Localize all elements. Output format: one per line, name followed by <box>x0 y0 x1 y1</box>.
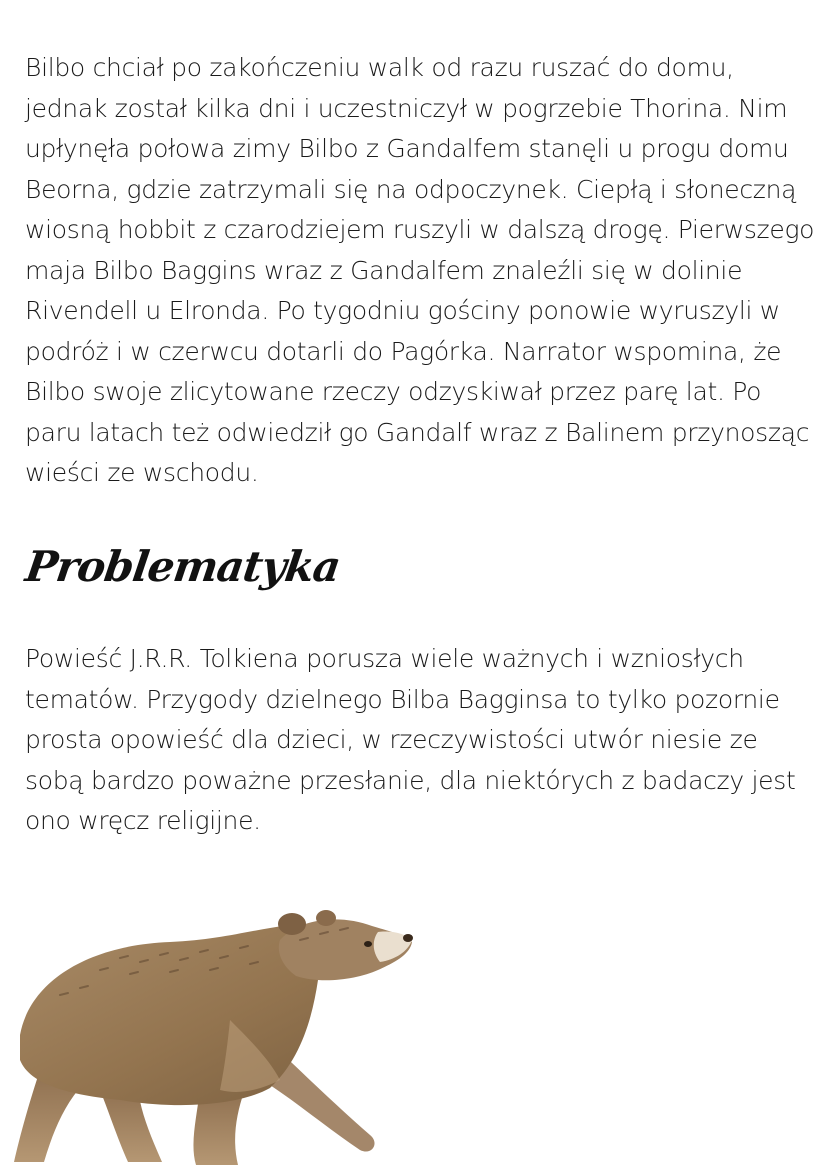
bear-eye <box>364 941 372 947</box>
bear-nose <box>403 934 413 942</box>
body-paragraph-2: Powieść J.R.R. Tolkiena porusza wiele ważnych i wzniosłych tematów. Przygody dzielnego Bilba Bagginsa to tylko pozornie prosta opowieść dla dzieci, w rzeczywistości utwór niesie ze sobą bardzo poważne przesłanie, dla niektórych z badaczy jest ono wręcz religijne. <box>25 644 796 835</box>
bear-illustration-icon <box>0 900 430 1171</box>
bear-ear-right <box>316 910 336 926</box>
bear-ear-left <box>278 913 306 935</box>
section-heading-problematyka: Problematyka <box>22 542 343 591</box>
body-paragraph-1: Bilbo chciał po zakończeniu walk od razu ruszać do domu, jednak został kilka dni i uczestniczył w pogrzebie Thorina. Nim upłynęła połowa zimy Bilbo z Gandalfem stanęli u progu domu Beorna, gdzie zatrzymali się na odpoczynek. Ciepłą i słoneczną wiosną hobbit z czarodziejem ruszyli w dalszą drogę. Pierwszego maja Bilbo Baggins wraz z Gandalfem znaleźli się w dolinie Rivendell u Elronda. Po tygodniu gościny ponowie wyruszyli w podróż i w czerwcu dotarli do Pagórka. Narrator wspomina, że Bilbo swoje zlicytowane rzeczy odzyskiwał przez parę lat. Po paru latach też odwiedził go Gandalf wraz z Balinem przynosząc wieści ze wschodu. <box>25 53 815 487</box>
